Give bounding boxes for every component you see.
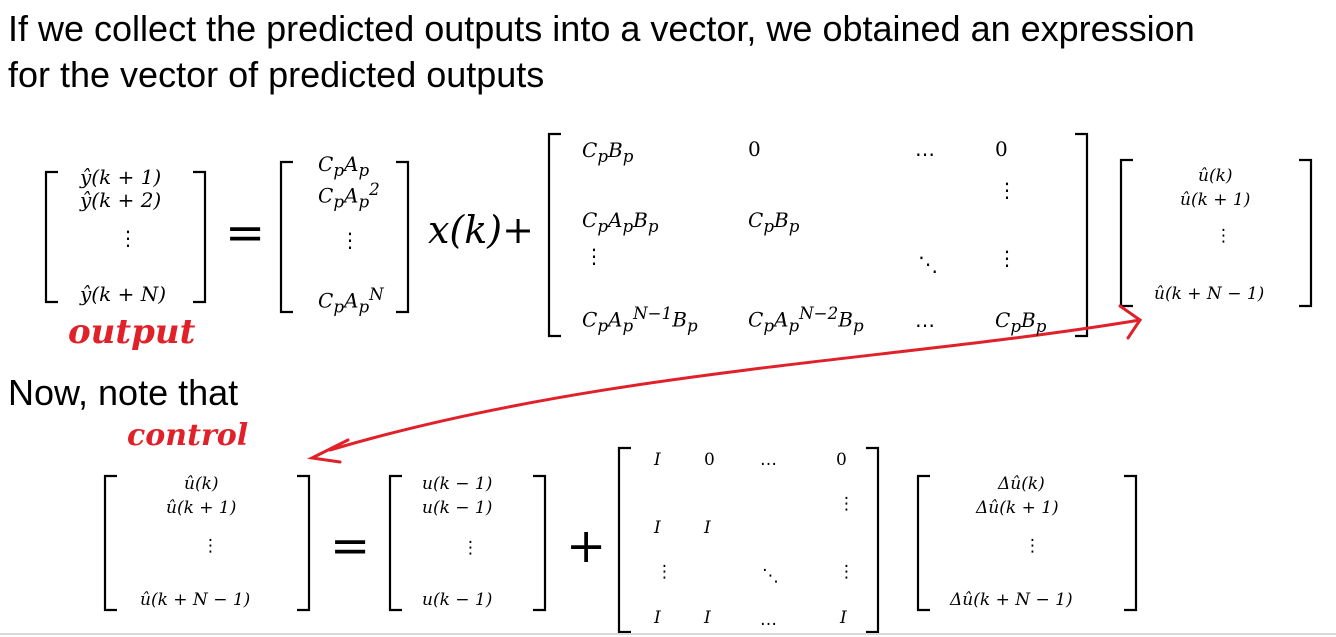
eq1-phi-vdots: ⋮ [340, 228, 360, 252]
eq2-uprev-right-bracket [533, 476, 545, 610]
eq2-du-item-1: Δû(k) [998, 474, 1045, 494]
eq2-lhs-left-bracket [105, 476, 117, 610]
eq1-gamma-r1c3: … [915, 137, 935, 161]
eq2-plus: + [566, 518, 607, 574]
eq2-tri-r1c3: … [760, 450, 777, 470]
eq1-state-term: x(k)+ [428, 208, 534, 252]
eq1-gamma-r3c3: ⋱ [918, 252, 938, 276]
eq1-u-item-2: û(k + 1) [1180, 190, 1251, 210]
eq2-du-right-bracket [1124, 476, 1136, 610]
eq2-tri-r3c1: ⋮ [656, 562, 673, 582]
eq1-u-item-n: û(k + N − 1) [1154, 284, 1265, 304]
eq2-tri-r4c4: I [840, 608, 847, 628]
eq1-lhs-item-1: ŷ(k + 1) [80, 165, 162, 189]
control-annotation: control [127, 418, 249, 453]
eq1-gamma-r1c2: 0 [748, 137, 761, 161]
eq2-tri-r4c3: … [760, 610, 777, 630]
eq2-du-item-n: Δû(k + N − 1) [950, 590, 1073, 610]
eq1-gamma-right-bracket [1075, 134, 1087, 336]
eq2-du-vdots: ⋮ [1024, 536, 1041, 556]
eq1-phi-item-2: $C_pA_p^2$ [318, 180, 380, 212]
eq2-lhs-item-2: û(k + 1) [166, 498, 237, 518]
eq2-tri-left-bracket [619, 448, 631, 632]
eq2-tri-r1c1: I [654, 450, 661, 470]
note-text: Now, note that [8, 372, 239, 413]
eq1-u-left-bracket [1121, 160, 1133, 306]
eq1-gamma-r1c1: $C_pB_p$ [582, 138, 634, 166]
eq1-lhs-left-bracket [46, 172, 58, 302]
eq2-du-item-2: Δû(k + 1) [976, 498, 1059, 518]
eq2-lhs-item-1: û(k) [184, 474, 219, 494]
eq2-tri-r4c2: I [704, 608, 711, 628]
eq1-phi-item-1: $C_pA_p$ [318, 152, 370, 180]
eq1-lhs-item-n: ŷ(k + N) [80, 282, 166, 306]
eq1-gamma-r4c2: $C_pA_p^{N-2}B_p$ [748, 304, 864, 336]
eq2-uprev-item-n: u(k − 1) [422, 590, 493, 610]
eq2-tri-r3c4: ⋮ [838, 562, 855, 582]
eq2-tri-r2c2: I [704, 518, 711, 538]
eq2-lhs-right-bracket [297, 476, 309, 610]
eq1-gamma-r4c4: $C_pB_p$ [995, 308, 1047, 336]
eq2-tri-r2c1: I [654, 518, 661, 538]
eq1-u-right-bracket [1299, 160, 1311, 306]
eq1-gamma-r2c1: $C_pA_pB_p$ [582, 208, 659, 236]
eq2-lhs-vdots: ⋮ [202, 536, 219, 556]
eq1-u-item-1: û(k) [1198, 166, 1233, 186]
eq2-lhs-item-n: û(k + N − 1) [140, 590, 251, 610]
eq1-phi-item-n: $C_pA_p^N$ [318, 285, 384, 317]
eq2-uprev-left-bracket [390, 476, 402, 610]
eq2-uprev-vdots: ⋮ [462, 538, 479, 558]
output-annotation: output [68, 312, 196, 352]
eq2-tri-right-bracket [866, 448, 878, 632]
intro-line-1: If we collect the predicted outputs into a vector, we obtained an expression [8, 8, 1195, 49]
eq1-gamma-r1c4: 0 [995, 137, 1008, 161]
eq1-gamma-r4c3: … [915, 308, 935, 332]
eq1-gamma-r3c4: ⋮ [997, 246, 1017, 270]
eq2-tri-r2c4: ⋮ [838, 494, 855, 514]
eq1-phi-right-bracket [396, 162, 408, 312]
arrow-curve [330, 320, 1140, 450]
eq2-uprev-item-1: u(k − 1) [422, 474, 493, 494]
eq2-tri-r3c3: ⋱ [762, 566, 779, 586]
intro-line-2: for the vector of predicted outputs [8, 54, 545, 95]
eq2-tri-r4c1: I [654, 608, 661, 628]
eq2-tri-r1c2: 0 [704, 450, 715, 470]
eq1-gamma-r2c4: ⋮ [997, 178, 1017, 202]
eq1-gamma-r2c2: $C_pB_p$ [748, 208, 800, 236]
eq1-u-vdots: ⋮ [1215, 226, 1232, 246]
eq2-uprev-item-2: u(k − 1) [422, 498, 493, 518]
eq1-lhs-item-2: ŷ(k + 2) [80, 188, 162, 212]
eq2-equals: = [330, 518, 371, 574]
eq1-gamma-left-bracket [549, 134, 561, 336]
eq1-gamma-r4c1: $C_pA_p^{N-1}B_p$ [582, 304, 698, 336]
eq2-tri-r1c4: 0 [836, 450, 847, 470]
eq1-equals: = [225, 205, 266, 261]
eq1-phi-left-bracket [281, 162, 293, 312]
eq1-gamma-r3c1: ⋮ [584, 244, 604, 268]
eq1-lhs-vdots: ⋮ [118, 226, 138, 250]
eq2-du-left-bracket [918, 476, 930, 610]
eq1-lhs-right-bracket [193, 172, 205, 302]
